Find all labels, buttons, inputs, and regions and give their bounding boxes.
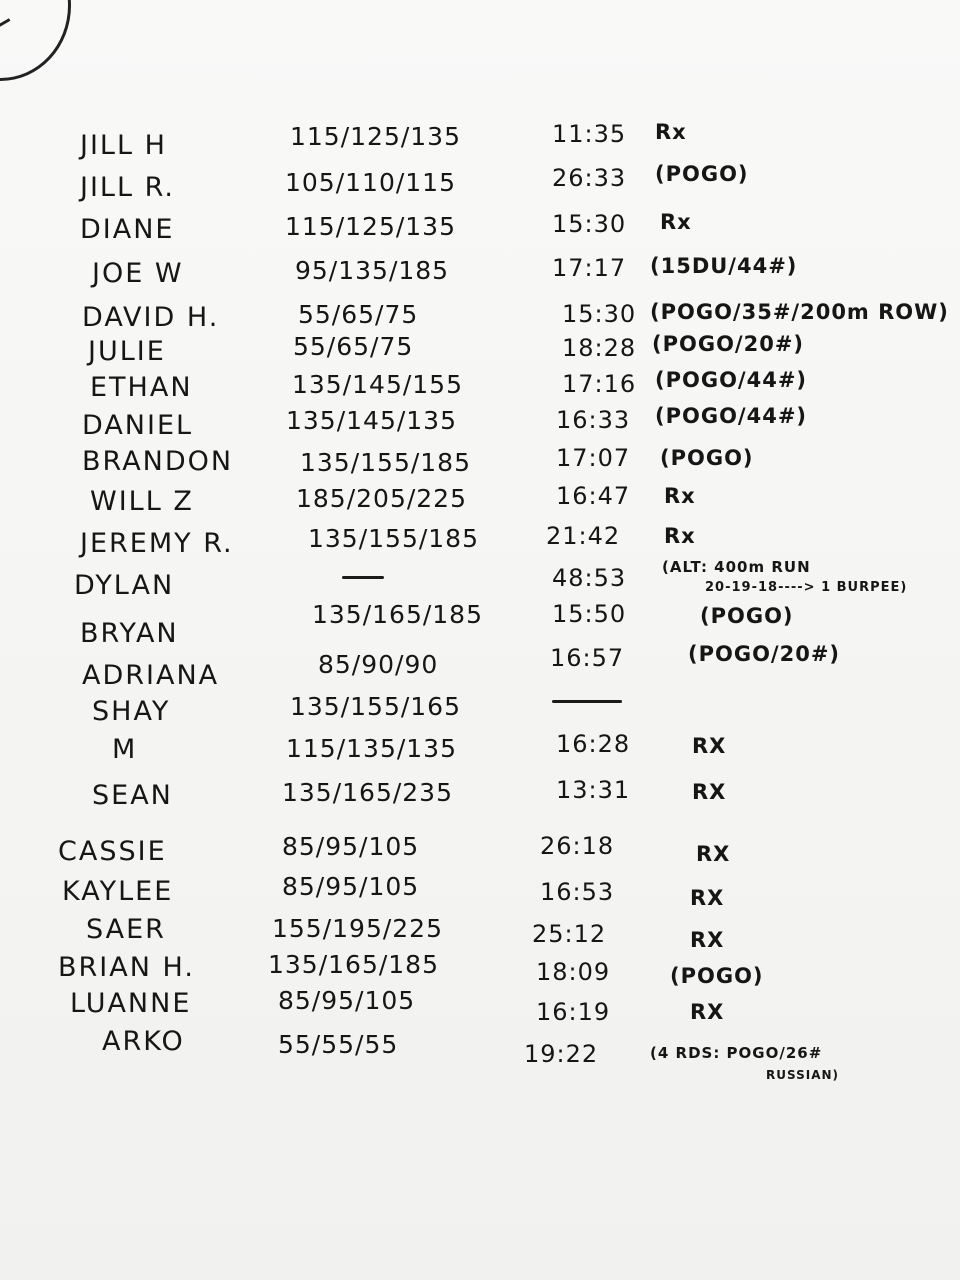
athlete-time: 48:53 xyxy=(552,564,627,592)
athlete-note: (POGO) xyxy=(700,604,794,628)
weights-dash xyxy=(342,576,384,579)
athlete-weights: 85/95/105 xyxy=(282,832,420,861)
athlete-note-line1: (ALT: 400m RUN xyxy=(662,558,811,576)
athlete-note: (POGO) xyxy=(655,162,749,186)
athlete-time: 26:33 xyxy=(552,164,627,192)
athlete-note: (POGO/35#/200m ROW) xyxy=(650,300,949,324)
athlete-name: ARKO xyxy=(102,1026,185,1057)
athlete-note: Rx xyxy=(660,210,692,234)
athlete-note: RX xyxy=(692,734,727,758)
athlete-weights: 135/145/135 xyxy=(286,406,457,435)
athlete-note: RX xyxy=(690,886,725,910)
athlete-name: BRYAN xyxy=(80,618,179,649)
athlete-weights: 135/165/235 xyxy=(282,778,453,807)
athlete-weights: 135/165/185 xyxy=(268,950,439,979)
athlete-weights: 55/55/55 xyxy=(278,1030,399,1059)
athlete-name: KAYLEE xyxy=(62,876,174,907)
athlete-note: (POGO/44#) xyxy=(655,368,808,392)
athlete-note: Rx xyxy=(664,524,696,548)
athlete-name: SHAY xyxy=(92,696,171,727)
athlete-name: JULIE xyxy=(88,336,166,367)
athlete-time: 16:57 xyxy=(550,644,625,672)
athlete-time: 16:19 xyxy=(536,998,611,1026)
athlete-time: 18:28 xyxy=(562,334,637,362)
athlete-note: RX xyxy=(690,928,725,952)
athlete-weights: 135/145/155 xyxy=(292,370,463,399)
athlete-note: Rx xyxy=(664,484,696,508)
athlete-time: 19:22 xyxy=(524,1040,599,1068)
athlete-note: Rx xyxy=(655,120,687,144)
athlete-name: SEAN xyxy=(92,780,173,811)
athlete-name: BRIAN H. xyxy=(58,952,195,983)
athlete-name: SAER xyxy=(86,914,166,945)
athlete-weights: 115/135/135 xyxy=(286,734,457,763)
athlete-weights: 135/155/165 xyxy=(290,692,461,721)
athlete-weights: 115/125/135 xyxy=(285,212,456,241)
athlete-weights: 85/95/105 xyxy=(278,986,416,1015)
athlete-time: 25:12 xyxy=(532,920,607,948)
athlete-name: DIANE xyxy=(80,214,175,245)
athlete-time: 13:31 xyxy=(556,776,631,804)
athlete-name: DYLAN xyxy=(74,570,175,601)
athlete-time: 21:42 xyxy=(546,522,621,550)
athlete-weights: 55/65/75 xyxy=(298,300,419,329)
athlete-weights: 85/95/105 xyxy=(282,872,420,901)
athlete-name: M xyxy=(112,734,138,765)
athlete-note: (POGO/20#) xyxy=(688,642,841,666)
athlete-time: 16:28 xyxy=(556,730,631,758)
athlete-note: RX xyxy=(692,780,727,804)
athlete-time: 18:09 xyxy=(536,958,611,986)
athlete-name: BRANDON xyxy=(82,446,234,477)
athlete-name: ADRIANA xyxy=(82,660,220,691)
athlete-weights: 105/110/115 xyxy=(285,168,456,197)
athlete-name: JILL R. xyxy=(80,172,175,203)
athlete-name: JEREMY R. xyxy=(80,528,234,559)
athlete-name: ETHAN xyxy=(90,372,193,403)
athlete-name: DANIEL xyxy=(82,410,194,441)
athlete-time: 17:17 xyxy=(552,254,627,282)
athlete-weights: 135/155/185 xyxy=(308,524,479,553)
athlete-time: 17:16 xyxy=(562,370,637,398)
athlete-note: RX xyxy=(696,842,731,866)
athlete-note: (POGO/44#) xyxy=(655,404,808,428)
athlete-time: 16:47 xyxy=(556,482,631,510)
athlete-note: (15DU/44#) xyxy=(650,254,798,278)
athlete-note: (POGO) xyxy=(670,964,764,988)
athlete-weights: 135/165/185 xyxy=(312,600,483,629)
athlete-weights: 135/155/185 xyxy=(300,448,471,477)
athlete-note-line2: 20-19-18----> 1 BURPEE) xyxy=(705,580,908,595)
athlete-weights: 95/135/185 xyxy=(295,256,450,285)
athlete-name: DAVID H. xyxy=(82,302,220,333)
athlete-note-line2: RUSSIAN) xyxy=(766,1068,840,1082)
athlete-name: CASSIE xyxy=(58,836,167,867)
athlete-time: 11:35 xyxy=(552,120,627,148)
athlete-note: (POGO) xyxy=(660,446,754,470)
athlete-name: JOE W xyxy=(92,258,184,289)
athlete-time: 17:07 xyxy=(556,444,631,472)
circle-drawing xyxy=(0,0,71,81)
athlete-name: WILL Z xyxy=(90,486,194,517)
athlete-note: RX xyxy=(690,1000,725,1024)
athlete-note: (POGO/20#) xyxy=(652,332,805,356)
athlete-time: 15:30 xyxy=(562,300,637,328)
athlete-weights: 185/205/225 xyxy=(296,484,467,513)
athlete-weights: 85/90/90 xyxy=(318,650,439,679)
athlete-note-line1: (4 RDS: POGO/26# xyxy=(650,1044,823,1062)
athlete-weights: 115/125/135 xyxy=(290,122,461,151)
athlete-time: 26:18 xyxy=(540,832,615,860)
athlete-name: JILL H xyxy=(80,130,167,161)
athlete-time: 16:53 xyxy=(540,878,615,906)
athlete-name: LUANNE xyxy=(70,988,192,1019)
athlete-time: 16:33 xyxy=(556,406,631,434)
athlete-weights: 155/195/225 xyxy=(272,914,443,943)
athlete-weights: 55/65/75 xyxy=(293,332,414,361)
time-dash xyxy=(552,700,622,703)
athlete-time: 15:30 xyxy=(552,210,627,238)
athlete-time: 15:50 xyxy=(552,600,627,628)
